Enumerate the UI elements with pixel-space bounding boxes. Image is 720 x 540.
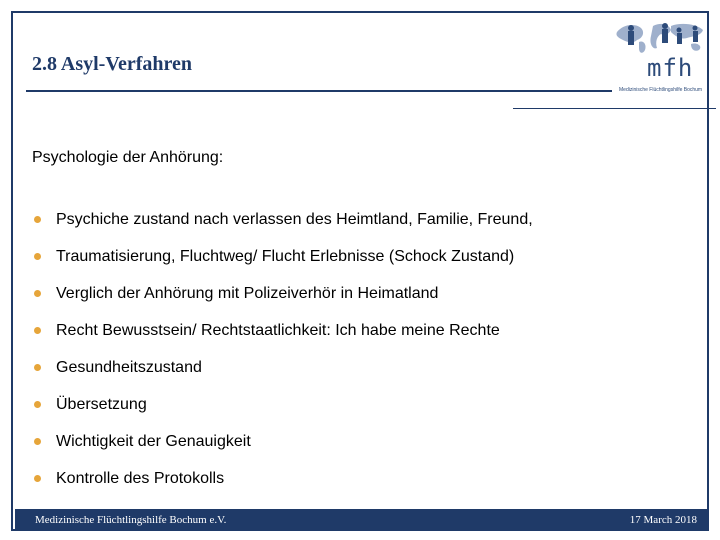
- slide: [11, 11, 709, 531]
- list-item: [34, 322, 533, 359]
- list-item: [34, 396, 533, 433]
- list-item: [34, 359, 533, 396]
- world-map-logo-graphic: [609, 18, 709, 58]
- logo-subtitle: Medizinische Flüchtlingshilfe Bochum: [619, 87, 703, 93]
- list-item-text: Psychiche zustand nach verlassen des Heimtland, Familie, Freund,: [56, 211, 533, 228]
- bullet-dot-icon: [34, 401, 41, 408]
- bullet-dot-icon: [34, 216, 41, 223]
- mfh-logo: [609, 18, 709, 100]
- logo-wordmark: mfh: [647, 54, 694, 82]
- footer-date: 17 March 2018: [629, 514, 697, 526]
- bullet-dot-icon: [34, 327, 41, 334]
- list-item-text: Wichtigkeit der Genauigkeit: [56, 433, 251, 450]
- bullet-dot-icon: [34, 475, 41, 482]
- bullet-list: [34, 211, 533, 507]
- bullet-dot-icon: [34, 253, 41, 260]
- list-item-text: Übersetzung: [56, 396, 147, 413]
- bullet-dot-icon: [34, 364, 41, 371]
- list-item: [34, 211, 533, 248]
- list-item-text: Gesundheitszustand: [56, 359, 202, 376]
- bullet-dot-icon: [34, 290, 41, 297]
- list-item-text: Kontrolle des Protokolls: [56, 470, 225, 487]
- title-underline: [26, 90, 612, 92]
- slide-title: 2.8 Asyl-Verfahren: [32, 53, 192, 75]
- section-heading: Psychologie der Anhörung:: [32, 149, 224, 166]
- list-item: [34, 285, 533, 322]
- footer-bar: [15, 509, 707, 530]
- logo-underline: [513, 108, 716, 109]
- list-item-text: Verglich der Anhörung mit Polizeiverhör in Heimatland: [56, 285, 439, 302]
- bullet-dot-icon: [34, 438, 41, 445]
- list-item: [34, 470, 533, 507]
- list-item: [34, 433, 533, 470]
- footer-organization: Medizinische Flüchtlingshilfe Bochum e.V.: [35, 514, 227, 526]
- list-item-text: Traumatisierung, Fluchtweg/ Flucht Erlebnisse (Schock Zustand): [56, 248, 515, 265]
- list-item-text: Recht Bewusstsein/ Rechtstaatlichkeit: Ich habe meine Rechte: [56, 322, 500, 339]
- list-item: [34, 248, 533, 285]
